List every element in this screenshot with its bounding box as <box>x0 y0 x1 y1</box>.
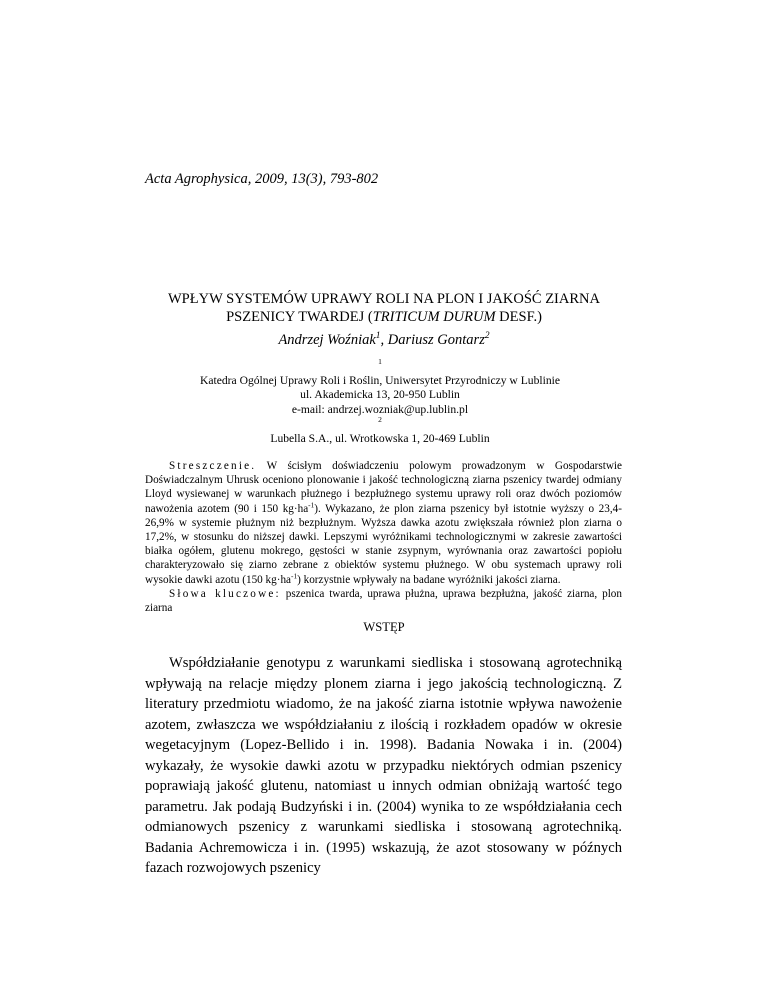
affiliation-2-mark: 2 <box>378 415 382 425</box>
keywords-text: pszenica twarda, uprawa płużna, uprawa bezpłużna, jakość ziarna, plon ziarna <box>145 587 622 615</box>
author-1: Andrzej Woźniak <box>278 332 376 348</box>
author-list <box>0 332 768 349</box>
title-line-2 <box>0 308 768 326</box>
section-heading: WSTĘP <box>363 620 405 634</box>
affiliation-1-name: Katedra Ogólnej Uprawy Roli i Roślin, Uniwersytet Przyrodniczy w Lublinie <box>200 373 560 387</box>
affiliation-1-mark: 1 <box>378 357 382 367</box>
author-2: Dariusz Gontarz <box>387 332 485 348</box>
body-text <box>145 653 622 879</box>
affiliation-1-line-1 <box>150 359 610 388</box>
unit-exponent: -1 <box>291 571 298 580</box>
affiliation-1-address: ul. Akademicka 13, 20-950 Lublin <box>300 388 460 401</box>
abstract-text-part-1: W ścisłym doświadczeniu polowym prowadzonym w Gospodarstwie Doświadczalnym Uhrusk oceniono plonowanie i jakość technologiczną ziarna pszenicy twardej odmiany Lloyd wysiewanej w warunkach płużnego i bezpłużnego systemu uprawy roli oraz dwóch poziomów nawożenia azotem (90 i 150 kg·ha <box>145 460 622 515</box>
body-paragraph: Współdziałanie genotypu z warunkami siedliska i stosowaną agrotechniką wpływają na relacje między plonem ziarna i jego jakością technologiczną. Z literatury przedmiotu wiadomo, że na jakość ziarna istotnie wpływa nawożenie azotem, zwłaszcza we współdziałaniu z ilością i rozkładem opadów w okresie wegetacyjnym (Lopez-Bellido i in. 1998). Badania Nowaka i in. (2004) wykazały, że wysokie dawki azotu w przypadku niektórych odmian pszenicy poprawiają jakość glutenu, natomiast u innych odmian obniżają wartość tego parametru. Jak podają Budzyński i in. (2004) wynika to ze współdziałania cech odmianowych pszenicy z warunkami siedliska i stosowaną agrotechniką. Badania Achremowicza i in. (1995) wskazują, że azot stosowany w późnych fazach rozwojowych pszenicy <box>145 655 622 876</box>
author-1-affiliation-mark: 1 <box>375 331 381 342</box>
abstract-text-part-2: ). Wykazano, że plon ziarna pszenicy był istotnie wyższy o 23,4-26,9% w systemie płużnym niż bezpłużnym. Wyższa dawka azotu zwiększała również plon ziarna o 17,2%, w stosunku do niższej dawki. Lepszymi wyróżnikami technologicznymi w zakresie zawartości białka ogółem, glutenu mokrego, gęstości w stanie zsypnym, wyrównania oraz zawartości popiołu charakteryzowało się ziarno zebrane z obiektów systemu płużnego. W obu systemach uprawy roli wysokie dawki azotu (150 kg·ha <box>145 502 622 586</box>
affiliation-1-email: e-mail: andrzej.wozniak@up.lublin.pl <box>291 402 469 416</box>
affiliation-2-line <box>150 417 610 446</box>
abstract-label: Streszczenie. <box>169 460 257 472</box>
keywords-label: Słowa kluczowe: <box>169 587 281 600</box>
keywords-paragraph <box>145 587 622 615</box>
author-2-affiliation-mark: 2 <box>484 331 490 342</box>
affiliation-2-name: Lubella S.A., ul. Wrotkowska 1, 20-469 Lublin <box>270 431 490 445</box>
title-species-name: TRITICUM DURUM <box>372 309 496 325</box>
article-title <box>0 290 768 326</box>
abstract-paragraph <box>145 459 622 587</box>
title-line-2-end: DESF.) <box>495 309 542 325</box>
affiliations <box>150 359 610 446</box>
abstract <box>145 459 622 615</box>
title-line-2-start: PSZENICY TWARDEJ ( <box>226 309 373 325</box>
title-line-1: WPŁYW SYSTEMÓW UPRAWY ROLI NA PLON I JAKOŚĆ ZIARNA <box>168 291 600 307</box>
unit-exponent: -1 <box>308 500 315 509</box>
abstract-text-part-3: ) korzystnie wpływały na badane wyróżniki jakości ziarna. <box>297 573 561 586</box>
journal-citation: Acta Agrophysica, 2009, 13(3), 793-802 <box>145 171 379 187</box>
author-separator: , <box>380 332 388 348</box>
